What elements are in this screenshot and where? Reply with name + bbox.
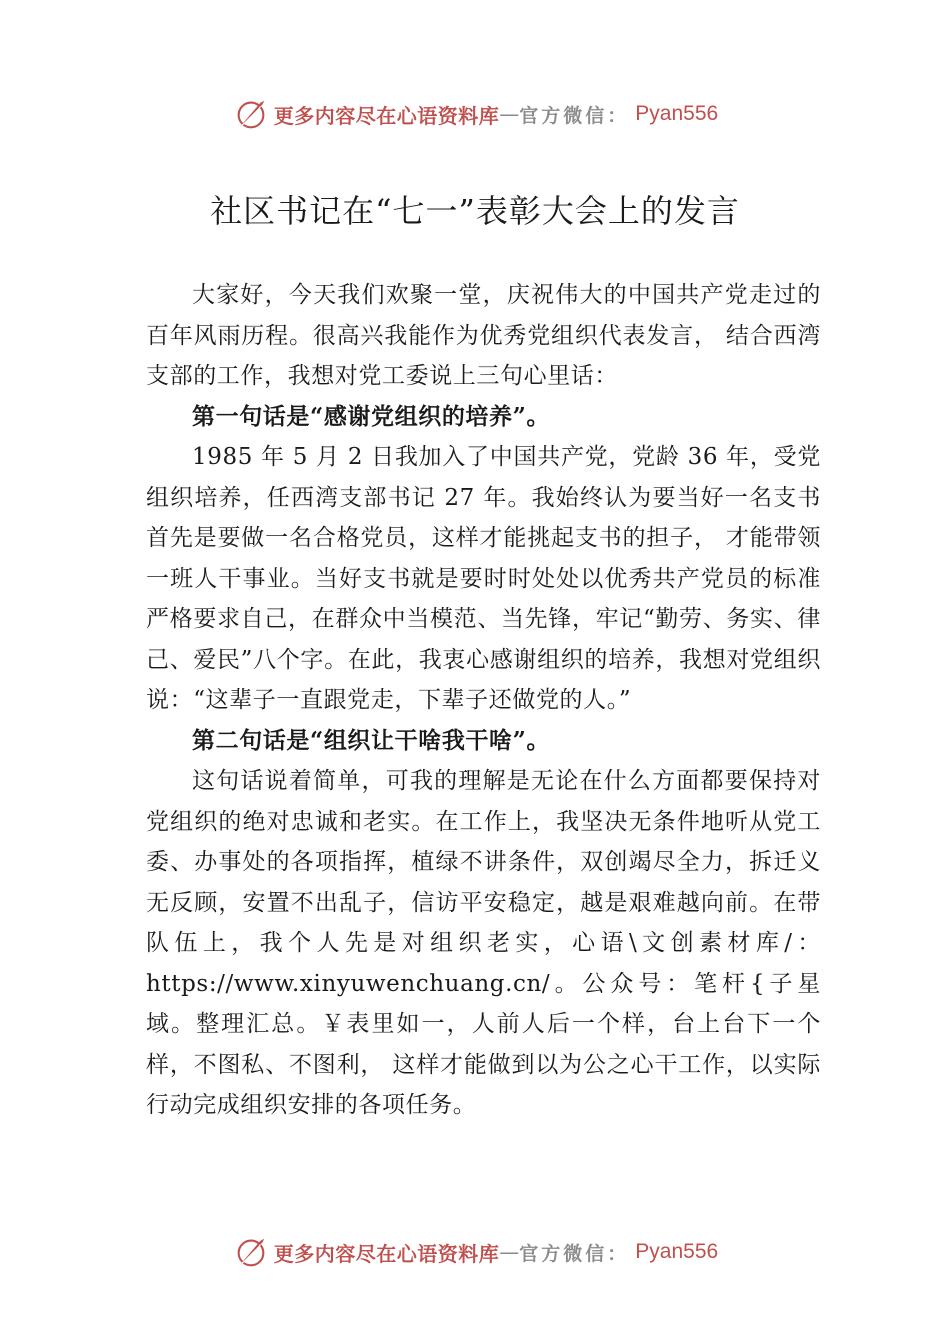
header-banner	[0, 94, 950, 134]
paragraph-section-2: 这句话说着简单，可我的理解是无论在什么方面都要保持对党组织的绝对忠诚和老实。在工作上，我坚决无条件地听从党工委、办事处的各项指挥，植绿不讲条件，双创竭尽全力，拆迁义无反顾，安置不出乱子，信访平安稳定，越是艰难越向前。在带队伍上，我个人先是对组织老实，心语\文创素材库/：https://www.xinyuwenchuang.cn/。公众号：笔杆{子星域。整理汇总。￥表里如一，人前人后一个样，台上台下一个样，不图私、不图利， 这样才能做到以为公之心干工作，以实际行动完成组织安排的各项任务。	[146, 768, 821, 1118]
quill-pen-logo-icon	[232, 95, 270, 133]
banner-separator: —	[499, 102, 520, 126]
quill-pen-logo-icon	[232, 1233, 270, 1271]
footer-banner-separator: —	[499, 1240, 520, 1264]
banner-text: 更多内容尽在心语资料库	[273, 103, 500, 128]
section-heading-2: 第二句话是“组织让干啥我干啥”。	[192, 726, 551, 754]
paragraph-intro: 大家好，今天我们欢聚一堂，庆祝伟大的中国共产党走过的百年风雨历程。很高兴我能作为优秀党组织代表发言， 结合西湾支部的工作，我想对党工委说上三句心里话：	[146, 282, 821, 389]
banner-label: 官方微信：	[519, 104, 630, 127]
footer-banner	[0, 1232, 950, 1272]
section-heading-1: 第一句话是“感谢党组织的培养”。	[192, 402, 551, 430]
footer-wechat-id: Pyan556	[635, 1240, 719, 1263]
page-title: 社区书记在“七一”表彰大会上的发言	[210, 192, 740, 230]
footer-banner-label: 官方微信：	[519, 1242, 630, 1265]
document-body	[146, 275, 821, 1126]
footer-banner-text: 更多内容尽在心语资料库	[273, 1241, 500, 1266]
banner-wechat-id: Pyan556	[635, 102, 719, 125]
paragraph-section-1: 1985 年 5 月 2 日我加入了中国共产党，党龄 36 年，受党组织培养，任西湾支部书记 27 年。我始终认为要当好一名支书首先是要做一名合格党员，这样才能挑起支书的担子， 才能带领一班人干事业。当好支书就是要时时处处以优秀共产党员的标准严格要求自己，在群众中当模范、当先锋，牢记“勤劳、务实、律己、爱民”八个字。在此，我衷心感谢组织的培养，我想对党组织说：“这辈子一直跟党走，下辈子还做党的人。”	[146, 444, 821, 713]
